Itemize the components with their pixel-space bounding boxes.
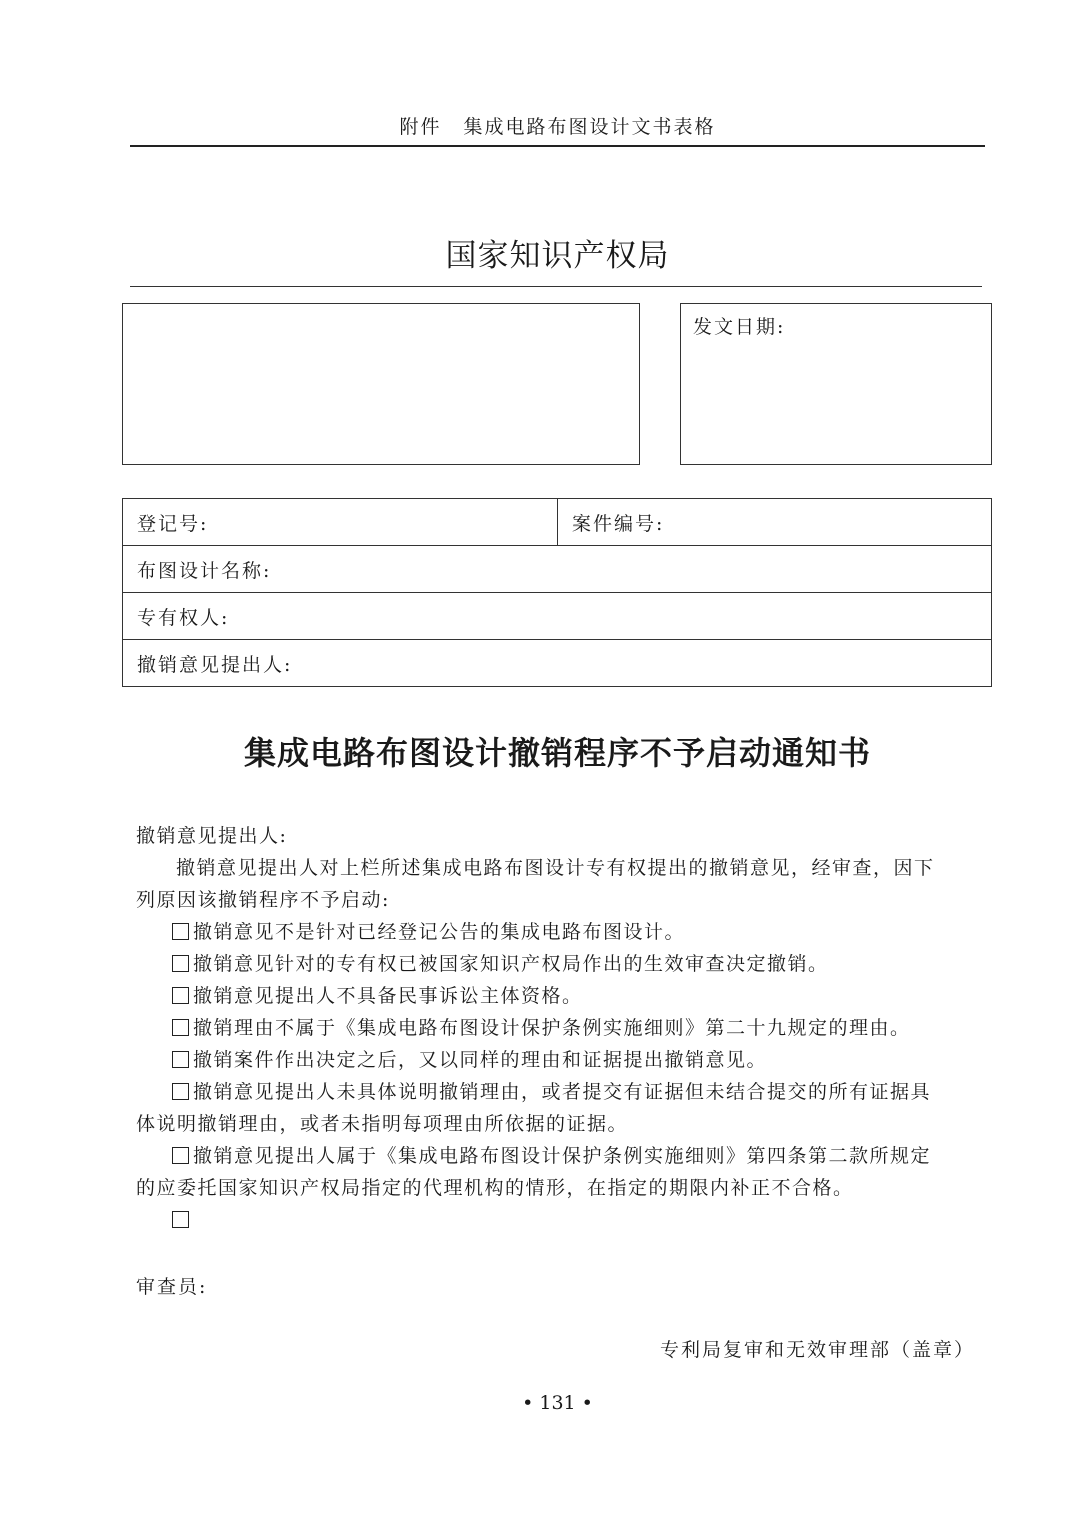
notice-body xyxy=(136,820,984,1236)
intro-line-1: 撤销意见提出人对上栏所述集成电路布图设计专有权提出的撤销意见，经审查，因下 xyxy=(176,857,935,879)
checkbox[interactable] xyxy=(172,955,189,972)
examiner-label: 审查员: xyxy=(136,1276,208,1298)
annex-title: 集成电路布图设计文书表格 xyxy=(463,116,716,138)
checkbox[interactable] xyxy=(172,1147,189,1164)
reason-text: 撤销意见提出人不具备民事诉讼主体资格。 xyxy=(193,985,583,1007)
reason-item xyxy=(136,1076,984,1140)
table-row xyxy=(123,546,992,593)
reason-text: 撤销案件作出决定之后，又以同样的理由和证据提出撤销意见。 xyxy=(193,1049,768,1071)
reason-text: 撤销意见不是针对已经登记公告的集成电路布图设计。 xyxy=(193,921,686,943)
checkbox[interactable] xyxy=(172,1211,189,1228)
reason-text-continued: 的应委托国家知识产权局指定的代理机构的情形，在指定的期限内补正不合格。 xyxy=(136,1177,854,1199)
reason-item xyxy=(136,1012,984,1044)
running-header xyxy=(130,112,985,139)
reason-item xyxy=(136,980,984,1012)
table-row xyxy=(123,593,992,640)
checkbox[interactable] xyxy=(172,987,189,1004)
registration-no-cell: 登记号: xyxy=(123,499,558,546)
department-seal: 专利局复审和无效审理部（盖章） xyxy=(659,1339,975,1361)
reason-text: 撤销意见提出人未具体说明撤销理由，或者提交有证据但未结合提交的所有证据具 xyxy=(193,1081,932,1103)
case-no-cell: 案件编号: xyxy=(558,499,992,546)
intro-line-2: 列原因该撤销程序不予启动: xyxy=(136,889,390,911)
date-box xyxy=(680,303,992,465)
annex-label: 附件 xyxy=(399,116,442,138)
requester-cell: 撤销意见提出人: xyxy=(123,640,992,687)
agency-name: 国家知识产权局 xyxy=(445,238,670,274)
notice-title: 集成电路布图设计撤销程序不予启动通知书 xyxy=(243,734,871,772)
reason-text: 撤销意见提出人属于《集成电路布图设计保护条例实施细则》第四条第二款所规定 xyxy=(193,1145,932,1167)
page-number: • 131 • xyxy=(522,1392,593,1414)
checkbox[interactable] xyxy=(172,1083,189,1100)
reason-text-continued: 体说明撤销理由，或者未指明每项理由所依据的证据。 xyxy=(136,1113,629,1135)
reason-item xyxy=(136,1140,984,1204)
table-row xyxy=(123,499,992,546)
address-box xyxy=(122,303,640,465)
agency-rule xyxy=(130,286,982,287)
checkbox[interactable] xyxy=(172,923,189,940)
addressee: 撤销意见提出人: xyxy=(136,825,288,847)
checkbox[interactable] xyxy=(172,1019,189,1036)
date-label: 发文日期: xyxy=(693,316,786,338)
header-rule xyxy=(130,145,985,147)
table-row xyxy=(123,640,992,687)
reason-item xyxy=(136,916,984,948)
owner-cell: 专有权人: xyxy=(123,593,992,640)
reason-item-blank xyxy=(136,1204,984,1236)
reason-text: 撤销意见针对的专有权已被国家知识产权局作出的生效审查决定撤销。 xyxy=(193,953,829,975)
info-table xyxy=(122,498,992,687)
reason-text: 撤销理由不属于《集成电路布图设计保护条例实施细则》第二十九规定的理由。 xyxy=(193,1017,911,1039)
checkbox[interactable] xyxy=(172,1051,189,1068)
design-name-cell: 布图设计名称: xyxy=(123,546,992,593)
reason-item xyxy=(136,948,984,980)
reason-item xyxy=(136,1044,984,1076)
